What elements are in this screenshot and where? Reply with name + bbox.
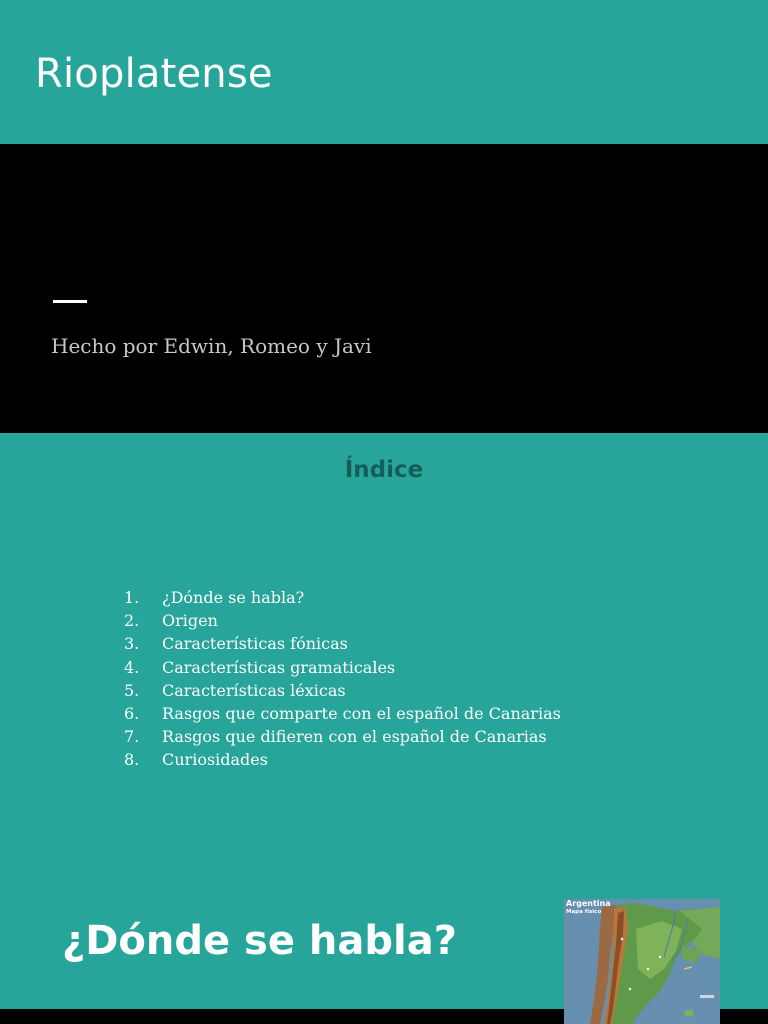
index-item-number: 8. xyxy=(124,750,140,770)
index-item-label: Rasgos que difieren con el español de Canarias xyxy=(162,727,547,747)
map-subtitle: Mapa físico xyxy=(566,909,602,915)
index-list xyxy=(124,586,561,772)
index-item xyxy=(124,679,561,702)
accent-dash xyxy=(53,300,87,303)
index-item-number: 6. xyxy=(124,704,140,724)
index-item-label: Características fónicas xyxy=(162,634,348,654)
title-band xyxy=(0,0,768,144)
index-item xyxy=(124,656,561,679)
presentation-title: Rioplatense xyxy=(35,51,273,97)
index-item-number: 2. xyxy=(124,611,140,631)
index-item-label: ¿Dónde se habla? xyxy=(162,588,305,607)
index-heading: Índice xyxy=(344,457,424,483)
index-item-label: Características léxicas xyxy=(162,680,346,700)
index-item xyxy=(124,632,561,655)
index-slide xyxy=(0,433,768,865)
title-slide-body xyxy=(0,144,768,433)
index-item-label: Características gramaticales xyxy=(162,657,396,677)
index-item-label: Rasgos que comparte con el español de Canarias xyxy=(162,704,561,724)
authors-subtitle: Hecho por Edwin, Romeo y Javi xyxy=(51,334,372,358)
section-title: ¿Dónde se habla? xyxy=(62,918,457,964)
argentina-map-image xyxy=(564,899,720,1024)
index-item-number: 4. xyxy=(124,657,140,677)
map-illustration xyxy=(564,899,720,1024)
index-item xyxy=(124,725,561,748)
index-item-label: Origen xyxy=(162,611,218,631)
index-item xyxy=(124,748,561,771)
index-item xyxy=(124,586,561,609)
index-item-number: 3. xyxy=(124,634,140,654)
index-item-number: 7. xyxy=(124,727,140,747)
map-title: Argentina xyxy=(566,899,611,908)
index-item-number: 5. xyxy=(124,680,140,700)
index-item xyxy=(124,609,561,632)
index-item-number: 1. xyxy=(124,588,140,607)
index-item-label: Curiosidades xyxy=(162,750,268,770)
index-item xyxy=(124,702,561,725)
